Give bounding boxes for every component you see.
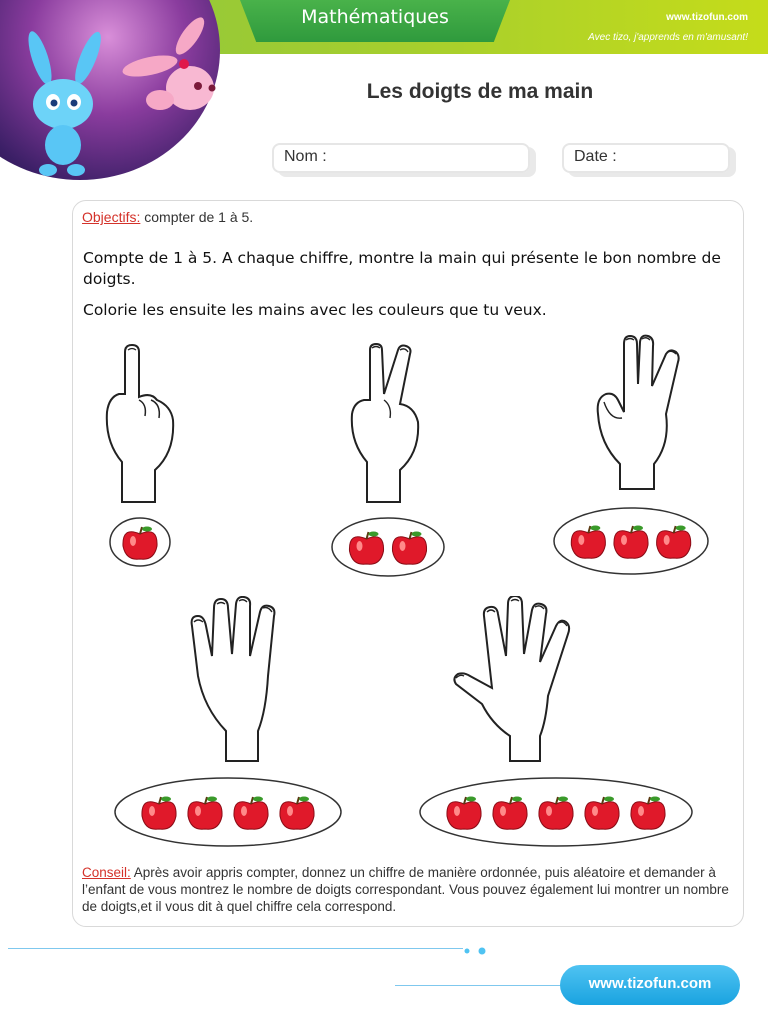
hand-one-finger-icon[interactable]	[95, 342, 185, 507]
date-field[interactable]	[562, 143, 730, 173]
date-label: Date :	[574, 148, 617, 165]
instruction-1: Compte de 1 à 5. A chaque chiffre, montre la main qui présente le bon nombre de doigts.	[83, 249, 721, 288]
plate-outline	[332, 518, 444, 576]
footer-dots-icon	[462, 944, 502, 958]
hand-three-fingers-icon[interactable]	[590, 334, 690, 494]
objectives	[82, 209, 253, 225]
hand-two-fingers-icon[interactable]	[342, 342, 432, 507]
hand-five-fingers-icon[interactable]	[452, 596, 580, 766]
advice	[82, 864, 732, 915]
advice-text: Après avoir appris compter, donnez un chiffre de manière ordonnée, puis aléatoire et demander à l’enfant de vous montrez le nombre de doigts correspondant. Vous pouvez également lui montrer un nombre de doigts,et il vous dit à quel chiffre cela correspond.	[82, 865, 729, 914]
name-field[interactable]	[272, 143, 530, 173]
objectives-text: compter de 1 à 5.	[140, 209, 254, 225]
apple-plate-4	[113, 776, 343, 848]
header-site-url[interactable]: www.tizofun.com	[666, 12, 748, 23]
objectives-label: Objectifs:	[82, 209, 141, 225]
apple-plate-3	[552, 506, 710, 576]
footer-site-url[interactable]: www.tizofun.com	[588, 975, 712, 992]
instruction-2: Colorie les ensuite les mains avec les couleurs que tu veux.	[83, 301, 547, 319]
apple-plate-5	[418, 776, 694, 848]
apple-plate-2	[330, 516, 446, 578]
apple-plate-1	[108, 516, 172, 568]
mascot-illustration	[0, 0, 230, 185]
hand-four-fingers-icon[interactable]	[188, 596, 298, 766]
subject-title: Mathématiques	[301, 6, 449, 28]
name-label: Nom :	[284, 148, 327, 165]
footer-divider	[8, 948, 463, 949]
page-title: Les doigts de ma main	[366, 80, 594, 103]
rabbit-mascots-icon	[0, 0, 230, 185]
header-tagline: Avec tizo, j'apprends en m'amusant!	[588, 32, 748, 43]
advice-label: Conseil:	[82, 865, 131, 880]
